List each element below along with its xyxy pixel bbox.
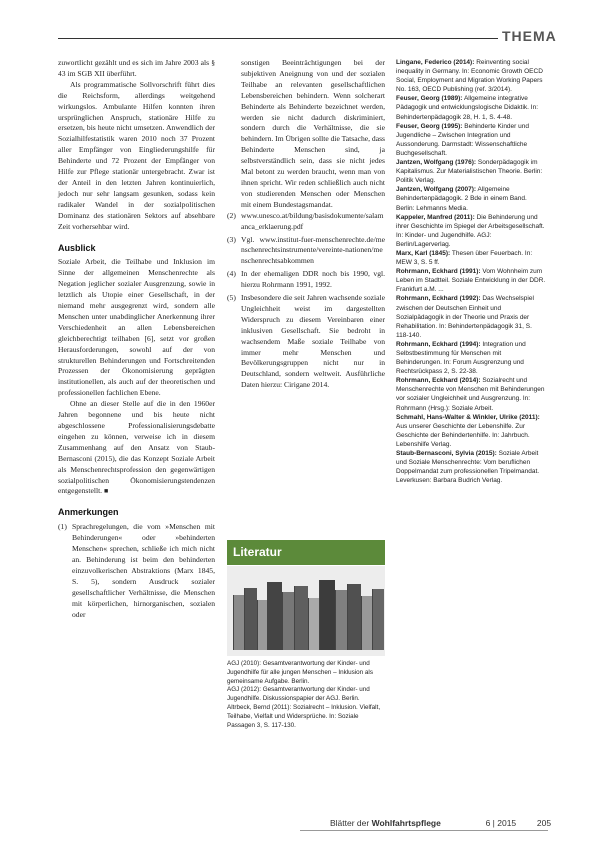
book-spine: [335, 590, 347, 650]
literature-entry: [396, 267, 546, 294]
literature-entry: [396, 294, 546, 339]
literature-entry: [396, 213, 546, 249]
literatur-heading: Literatur: [233, 545, 282, 559]
footnote-text: In der ehemaligen DDR noch bis 1990, vgl. hierzu Rohrmann 1991, 1992.: [241, 269, 385, 290]
book-spine: [244, 588, 257, 650]
literature-entry: [396, 340, 546, 376]
literature-text: Reinventing social inequality in Germany. In: Economic Growth OECD Social, Employment and Migration Working Papers No. 163, OECD Publishing (ref. 3/2014).: [396, 59, 543, 94]
column-2: [227, 58, 385, 393]
book-spine: [257, 600, 267, 650]
literature-author: Feuser, Georg (1995):: [396, 122, 463, 130]
literature-entry: [396, 376, 546, 412]
paragraph: [58, 399, 215, 497]
paragraph: zuwortlicht gezählt und es sich im Jahre 2003 als § 43 im SGB XII überführt.: [58, 58, 215, 78]
journal-prefix: Blätter der: [330, 818, 372, 828]
literature-author: Jantzen, Wolfgang (2007):: [396, 186, 477, 194]
literature-author: Rohrmann, Eckhard (2014):: [396, 377, 481, 385]
book-spine: [294, 586, 308, 650]
literature-entry: AGJ (2012): Gesamtverantwortung der Kinder- und Jugendhilfe. Diskussionspapier der AGJ. Berlin.: [227, 686, 370, 703]
paragraph-text: Ohne an dieser Stelle auf die in den 1960er Jahren begonnene und bis heute nicht abgeschlossene Professionalisierungsdebatte eingehen zu können, verweise ich in diesem Zusammenhang auf den Ansatz von Staub-Bernasconi (2015), die das Konzept Soziale Arbeit als Menschenrechtsprofession den gegenwärtigen sozialpolitischen Ökonomisierungstendenzen entgegenstellt.: [58, 399, 215, 496]
literature-text: Sozialrecht und Menschenrechte von Menschen mit Behinderungen vor sozialer Ungleichheit und Ausgrenzung. In: Rohrmann (Hrsg.): Soziale Arbeit.: [396, 377, 545, 412]
literature-text: Die Behinderung und ihrer Geschichte im Spiegel der Arbeitsgesellschaft. In: Kinder- und Jugendhilfe. AGJ: Berlin/Lagerverlag.: [396, 213, 545, 248]
books-photo: [227, 566, 385, 656]
literatur-list-start: [227, 660, 385, 730]
literature-author: Schmahl, Hans-Walter & Winkler, Ulrike (2011):: [396, 413, 540, 421]
footnote: [227, 211, 385, 233]
book-spine: [372, 589, 384, 650]
book-spine: [308, 598, 319, 650]
literature-entry: [396, 158, 546, 185]
footnote-number: (2): [227, 210, 236, 220]
literature-entry: [396, 185, 546, 212]
literature-author: Jantzen, Wolfgang (1976):: [396, 159, 477, 167]
literature-entry: [396, 249, 546, 267]
footnote-link[interactable]: Vgl. www.institut-fuer-menschenrechte.de/menschenrechtsinstrumente/vereinte-nationen/menschenrechtsabkommen: [241, 234, 385, 266]
footnote-link[interactable]: www.unesco.at/bildung/basisdokumente/salamanca_erklaerung.pdf: [241, 210, 384, 231]
header-rule: [58, 38, 498, 39]
book-spine: [233, 595, 244, 650]
literature-text: Aus unserer Geschichte der Lebenshilfe. Zur Geschichte der Behindertenhilfe. In: Jahrbuch. Lebenshilfe Verlag.: [396, 422, 530, 448]
page-footer: [330, 818, 551, 828]
heading-anmerkungen: Anmerkungen: [58, 507, 119, 518]
paragraph: sonstigen Beeinträchtigungen bei der subjektiven Aneignung von und der sozialen Teilhabe an relevanten gesellschaftlichen Lebensbereichen behindern. Wenn solcherart Behinderte als Behinderte bezeichnet werden, werden sie nicht dadurch diskriminiert, sondern durch die Verhältnisse, die sie behindern. Im Übrigen sollte die Tatsache, dass Behinderte Menschen sind, ja selbstverständlich sein, dass sie nicht jedes Mal betont zu werden braucht, wenn man von ihnen spricht. Wir reden schließlich auch nicht von studierenden Menschen oder Menschen mit einem Bundestagsmandat.: [241, 58, 385, 209]
literature-author: Rohrmann, Eckhard (1991):: [396, 268, 481, 276]
literature-text: Vom Wohnheim zum Leben im Stadtteil. Soziale Entwicklung in der DDR. Frankfurt a.M. ...: [396, 268, 546, 294]
book-spine: [319, 580, 335, 650]
footnote: [227, 269, 385, 291]
book-spine: [267, 582, 282, 650]
column-1: [58, 58, 215, 622]
footnote-number: (3): [227, 234, 236, 244]
literature-entry: AGJ (2010): Gesamtverantwortung der Kinder- und Jugendhilfe für alle jungen Menschen – Inklusion als gemeinsame Aufgabe. Berlin.: [227, 660, 373, 685]
footnote-number: (4): [227, 269, 236, 279]
literature-entry: [396, 94, 546, 121]
paragraph: Als programmatische Sollvorschrift führt dies die Reichsform, allerdings weitgehend wirkungslos. Ambulante Hilfen konnten ihren ursprünglichen Anspruch, stationäre Hilfe zu ersetzen, bis heute nicht umsetzen. Anwendlich der Sozialhilfestatistik waren 2010 noch 37 Prozent aller Empfänger von Eingliederungshilfe für Behinderte und 72 Prozent der Empfänger von Hilfe zur Pflege stationär untergebracht. Zwar ist der Anteil in den letzten Jahren kontinuierlich, jedoch nur sehr langsam gesunken, sodass kein radikaler Wandel in der sozialpolitischen Dominanz des stationären Sektors auf absehbare Zeit vorhersehbar wird.: [58, 79, 215, 231]
footnote: [227, 235, 385, 268]
literature-author: Staub-Bernasconi, Sylvia (2015):: [396, 450, 497, 458]
journal-name: Wohlfahrtspflege: [371, 818, 441, 828]
footnote-number: (5): [227, 293, 236, 303]
book-spine: [347, 584, 361, 650]
literature-entry: Altrbeck, Bernd (2011): Sozialrecht – Inklusion. Vielfalt, Teilhabe, Vielfalt und Widersprüche. In: Soziale Passagen 3, S. 117-130.: [227, 703, 381, 729]
footnote-text: Sprachregelungen, die vom »Menschen mit Behinderungen« oder »behinderten Menschen« sprechen, schließe ich mich nicht an. Behinderung ist beim den behinderten einzuvolkerischen Abstraktions (Marx 1845, S. 5), sondern Ausdruck sozialer gesellschaftlicher Verhältnisse, die Menschen mit körperlichen, hirnorganischen, sozialen oder: [72, 522, 215, 619]
footnote-text: Insbesondere die seit Jahren wachsende soziale Ungleichheit weist im dargestellten Widerspruch zu diesem Vereinbaren einer inklusiven Gesellschaft. Sie bedroht in wachsendem Maße soziale Teilhabe von immer mehr Menschen und Bevölkerungsgruppen nicht nur in Deutschland, sondern weltweit. Ausführliche Daten hierzu: Cirigane 2014.: [241, 293, 385, 390]
literature-text: Behinderte Kinder und Jugendliche – Zwischen Integration und Aussonderung. Darmstadt: Wissenschaftliche Buchgesellschaft.: [396, 122, 529, 157]
literature-text: Allgemeine integrative Pädagogik und entwicklungslogische Didaktik. In: Behindertenpädagogik 28, H. 1, S. 4-48.: [396, 95, 539, 121]
paragraph: Soziale Arbeit, die Teilhabe und Inklusion im Sinne der allgemeinen Menschenrechte als Negation jeglicher sozialer Ausgrenzung, sowie in letztlich als Utopie einer Gesellschaft, in der niemand mehr ausgegrenzt wird, sondern alle Menschen unter unabdinglicher Anerkennung ihrer Verschiedenheit an allen Lebensbereichen gleichberechtigt teilhaben [6], setzt vor großen Herausforderungen, sowohl auf der von strukturellen Behinderungen und Fortschreitenden Prozessen der Ökonomisierung geprägten institutionellen, als auch auf der theoretischen und professionellen fachlichen Ebene.: [58, 257, 215, 398]
literature-author: Rohrmann, Eckhard (1992):: [396, 295, 481, 303]
literature-entry: [396, 413, 546, 449]
book-spine: [282, 592, 294, 650]
literature-text: Integration und Selbstbestimmung für Menschen mit Behinderungen. In: Forum Ausgrenzung und Rechtsrückpass 2, S. 22-38.: [396, 340, 526, 376]
literature-text: Sonderpädagogik im Kapitalismus. Zur Materialistischen Theorie. Berlin: Politik Verlag.: [396, 159, 543, 185]
literature-text: Soziale Arbeit und Soziale Menschenrechte: Vom beruflichen Doppelmandat zum professionellen Tripelmandat. Leverkusen: Barbara Budrich Verlag.: [396, 450, 540, 485]
literature-text: Allgemeine Behindertenpädagogik. 2 Bde in einem Band. Berlin: Lehmanns Media.: [396, 186, 527, 212]
literature-author: Rohrmann, Eckhard (1994):: [396, 340, 481, 348]
footnote: [58, 522, 215, 620]
book-spine: [361, 596, 372, 650]
literature-author: Marx, Karl (1845):: [396, 249, 451, 257]
literature-entry: [396, 58, 546, 94]
page-number: 205: [536, 818, 552, 828]
footer-rule: [300, 830, 548, 831]
footnote-number: (1): [58, 522, 67, 532]
issue-number: 6 | 2015: [485, 818, 517, 828]
literature-entry: [396, 449, 546, 485]
column-3-literature: [396, 58, 546, 485]
literature-author: Kappeler, Manfred (2011):: [396, 213, 475, 221]
heading-ausblick: Ausblick: [58, 242, 96, 253]
literature-text: Thesen über Feuerbach. In: MEW 3, S. 5 ff.: [396, 249, 533, 267]
end-mark: ■: [103, 487, 109, 496]
literature-entry: [396, 122, 546, 158]
footnote: [227, 293, 385, 391]
literature-text: Das Wechselspiel zwischen der Deutschen Einheit und Sozialpädagogik in der Theorie und Praxis der Rehabilitation. In: Behindertenpädagogik 31, S. 118-140.: [396, 295, 534, 339]
section-label: THEMA: [502, 28, 557, 44]
literature-author: Feuser, Georg (1989):: [396, 95, 463, 103]
literature-author: Lingane, Federico (2014):: [396, 59, 475, 66]
